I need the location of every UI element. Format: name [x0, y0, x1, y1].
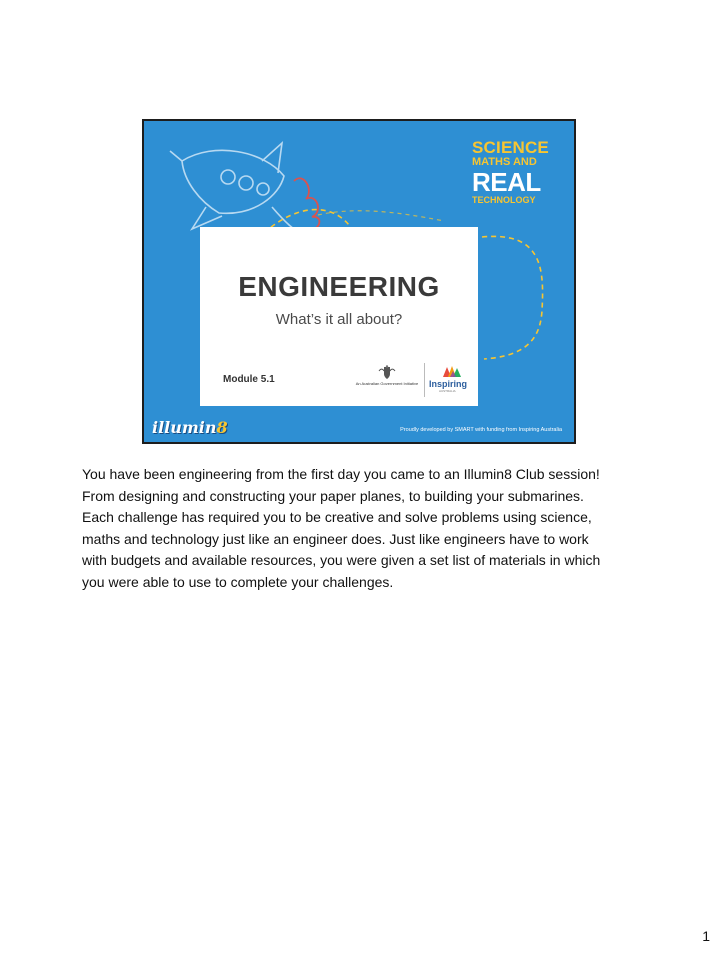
notes-text	[82, 464, 652, 593]
slide-thumbnail	[142, 119, 576, 444]
slide-subtitle: What’s it all about?	[275, 311, 403, 328]
credit-line: Proudly developed by SMART with funding from Inspiring Australia	[400, 427, 562, 433]
page-number: 1	[702, 928, 710, 944]
slide-footer	[144, 410, 574, 442]
logo-line-science: SCIENCE	[472, 138, 549, 157]
logo-line-technology: TECHNOLOGY	[472, 195, 536, 205]
title-panel	[200, 227, 478, 406]
notes-line: Each challenge has required you to be creative and solve problems using science,	[82, 509, 592, 525]
inspiring-sub-label: AUSTRALIA	[439, 389, 456, 393]
government-initiative-text: An Australian Government Initiative	[355, 381, 419, 386]
slide-title: ENGINEERING	[238, 271, 440, 302]
logo-line-real: REAL	[472, 167, 541, 197]
module-label: Module 5.1	[223, 374, 275, 385]
notes-line: From designing and constructing your paper planes, to building your submarines.	[82, 487, 584, 504]
notes-line: you were able to use to complete your challenges.	[82, 573, 394, 590]
notes-line: You have been engineering from the first day you came to an Illumin8 Club session!	[82, 466, 600, 482]
inspiring-label: Inspiring	[429, 379, 467, 389]
government-logo	[352, 365, 422, 386]
notes-line: with budgets and available resources, you were given a set list of materials in which	[82, 552, 601, 568]
illumin8-logo	[152, 418, 228, 437]
inspiring-australia-logo	[429, 365, 467, 393]
coat-of-arms-icon	[377, 365, 397, 381]
notes-line: maths and technology just like an engineer does. Just like engineers have to work	[82, 530, 589, 547]
logo-line-maths: MATHS AND	[472, 156, 537, 168]
inspiring-flag-icon	[441, 365, 463, 379]
illumin8-logo-text: illumin	[152, 418, 217, 437]
illumin8-logo-eight: 8	[216, 418, 228, 437]
logo-divider	[424, 363, 425, 397]
smart-logo	[472, 139, 552, 205]
